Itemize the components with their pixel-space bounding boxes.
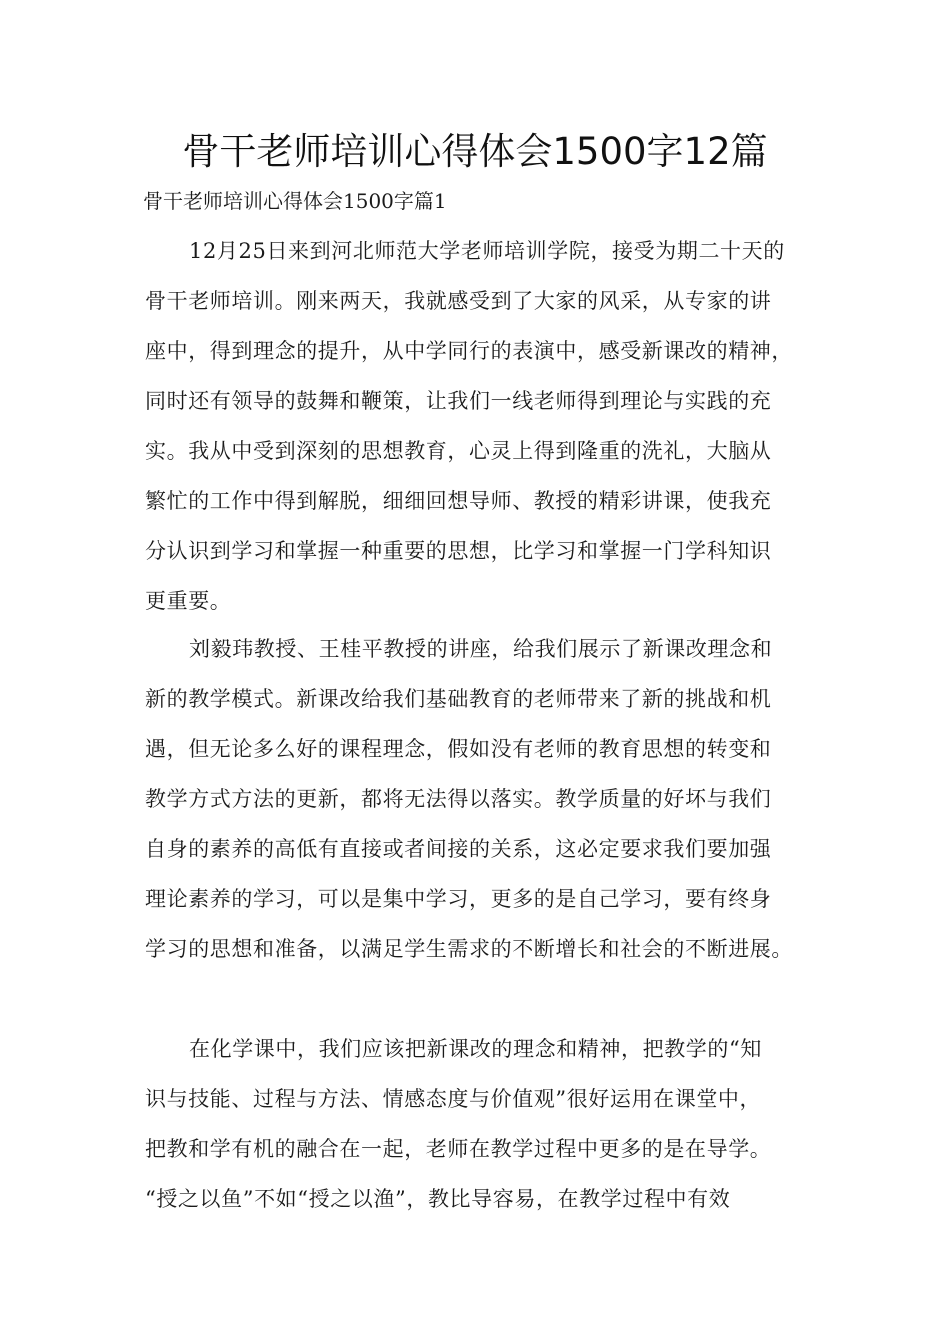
- paragraph-line: 学习的思想和准备，以满足学生需求的不断增长和社会的不断进展。: [145, 937, 793, 961]
- paragraph-line: 遇，但无论多么好的课程理念，假如没有老师的教育思想的转变和: [145, 737, 772, 761]
- paragraph-line: 识与技能、过程与方法、情感态度与价值观”很好运用在课堂中，: [145, 1087, 762, 1111]
- paragraph-line: 自身的素养的高低有直接或者间接的关系，这必定要求我们要加强: [145, 837, 772, 861]
- paragraph-line: 骨干老师培训。刚来两天，我就感受到了大家的风采，从专家的讲: [145, 289, 772, 313]
- paragraph-line: 理论素养的学习，可以是集中学习，更多的是自己学习，要有终身: [145, 887, 772, 911]
- paragraph-line: 繁忙的工作中得到解脱，细细回想导师、教授的精彩讲课，使我充: [145, 489, 772, 513]
- paragraph-line: “授之以鱼”不如“授之以渔”，教比导容易，在教学过程中有效: [145, 1187, 731, 1211]
- paragraph-line: 更重要。: [145, 589, 232, 613]
- document-title: 骨干老师培训心得体会1500字12篇: [182, 130, 768, 173]
- paragraph-line: 把教和学有机的融合在一起，老师在教学过程中更多的是在导学。: [145, 1137, 772, 1161]
- paragraph-line: 教学方式方法的更新，都将无法得以落实。教学质量的好坏与我们: [145, 787, 772, 811]
- paragraph-line: 同时还有领导的鼓舞和鞭策，让我们一线老师得到理论与实践的充: [145, 389, 772, 413]
- paragraph-line: 12月25日来到河北师范大学老师培训学院，接受为期二十天的: [189, 239, 785, 263]
- paragraph-line: 座中，得到理念的提升，从中学同行的表演中，感受新课改的精神，: [145, 339, 793, 363]
- paragraph-line: 在化学课中，我们应该把新课改的理念和精神，把教学的“知: [189, 1037, 762, 1061]
- paragraph-line: 刘毅玮教授、王桂平教授的讲座，给我们展示了新课改理念和: [189, 637, 773, 661]
- section-heading: 骨干老师培训心得体会1500字篇1: [143, 189, 447, 213]
- paragraph-line: 新的教学模式。新课改给我们基础教育的老师带来了新的挑战和机: [145, 687, 772, 711]
- paragraph-line: 实。我从中受到深刻的思想教育，心灵上得到隆重的洗礼，大脑从: [145, 439, 772, 463]
- paragraph-line: 分认识到学习和掌握一种重要的思想，比学习和掌握一门学科知识: [145, 539, 772, 563]
